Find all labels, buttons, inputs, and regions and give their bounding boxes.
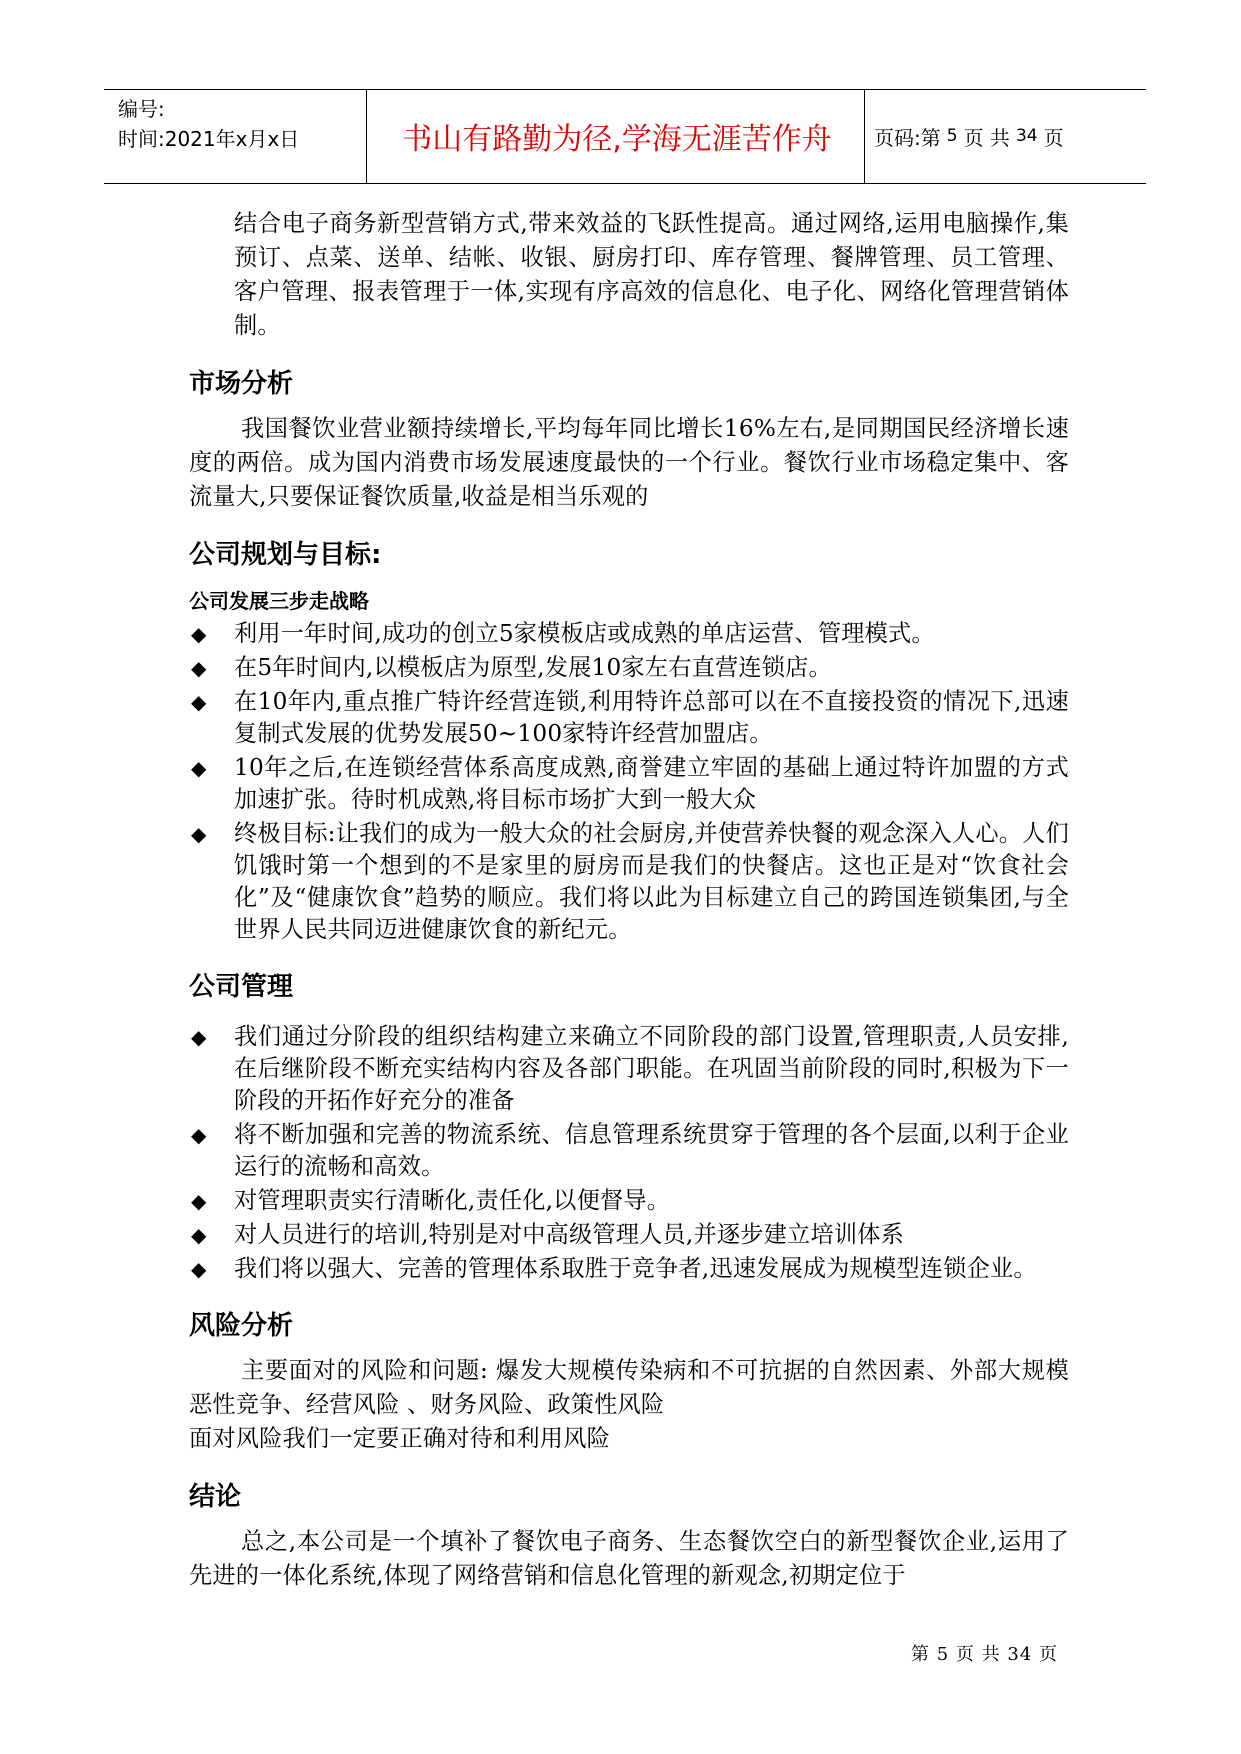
- diamond-bullet-icon: ◆: [191, 756, 207, 780]
- page-total: 34: [1015, 126, 1038, 146]
- diamond-bullet-icon: ◆: [191, 1025, 207, 1049]
- code-label: 编号:: [118, 97, 165, 121]
- diamond-bullet-icon: ◆: [191, 656, 207, 680]
- diamond-bullet-icon: ◆: [191, 1257, 207, 1281]
- risk-paragraph: 主要面对的风险和问题: 爆发大规模传染病和不可抗据的自然因素、外部大规模恶性竞争、经营风险 、财务风险、政策性风险: [189, 1357, 1069, 1418]
- intro-paragraph: 结合电子商务新型营销方式,带来效益的飞跃性提高。通过网络,运用电脑操作,集预订、点菜、送单、结帐、收银、厨房打印、库存管理、餐牌管理、员工管理、客户管理、报表管理于一体,实现有序高效的信息化、电子化、网络化管理营销体制。: [234, 210, 1069, 339]
- list-item: ◆ 终极目标:让我们的成为一般大众的社会厨房,并使营养快餐的观念深入人心。人们饥饿时第一个想到的不是家里的厨房而是我们的快餐店。这也正是对“饮食社会化”及“健康饮食”趋势的顺应。我们将以此为目标建立自己的跨国连锁集团,与全世界人民共同迈进健康饮食的新纪元。: [191, 820, 1069, 943]
- section-heading-risk: 风险分析: [189, 1311, 294, 1341]
- header-motto: 书山有路勤为径,学海无涯苦作舟: [402, 122, 832, 157]
- plan-subheading: 公司发展三步走战略: [189, 589, 369, 613]
- header-divider: [366, 90, 367, 183]
- page-mid: 页 共: [963, 125, 1010, 150]
- page-number: 5: [946, 126, 958, 146]
- list-item: ◆ 在10年内,重点推广特许经营连锁,利用特许总部可以在不直接投资的情况下,迅速复制式发展的优势发展50~100家特许经营加盟店。: [191, 688, 1069, 747]
- list-item: ◆ 对管理职责实行清晰化,责任化,以便督导。: [189, 1185, 1069, 1217]
- diamond-bullet-icon: ◆: [191, 822, 207, 846]
- page-suffix: 页: [1043, 125, 1064, 150]
- diamond-bullet-icon: ◆: [191, 1223, 207, 1247]
- diamond-bullet-icon: ◆: [191, 1189, 207, 1213]
- section-heading-market: 市场分析: [189, 369, 294, 399]
- page-header: [104, 89, 1146, 184]
- list-item: ◆ 10年之后,在连锁经营体系高度成熟,商誉建立牢固的基础上通过特许加盟的方式加速扩张。待时机成熟,将目标市场扩大到一般大众: [191, 754, 1069, 813]
- header-divider: [864, 90, 865, 183]
- document-body: [189, 207, 1069, 1593]
- section-heading-management: 公司管理: [189, 972, 294, 1002]
- market-paragraph: 我国餐饮业营业额持续增长,平均每年同比增长16%左右,是同期国民经济增长速度的两倍。成为国内消费市场发展速度最快的一个行业。餐饮行业市场稳定集中、客流量大,只要保证餐饮质量,收益是相当乐观的: [189, 415, 1069, 510]
- list-item: ◆ 我们将以强大、完善的管理体系取胜于竞争者,迅速发展成为规模型连锁企业。: [189, 1253, 1069, 1285]
- list-item: ◆ 在5年时间内,以模板店为原型,发展10家左右直营连锁店。: [189, 652, 1069, 684]
- section-heading-conclusion: 结论: [189, 1482, 242, 1512]
- diamond-bullet-icon: ◆: [191, 1123, 207, 1147]
- list-item: ◆ 对人员进行的培训,特别是对中高级管理人员,并逐步建立培训体系: [189, 1219, 1069, 1251]
- section-heading-plan: 公司规划与目标:: [189, 540, 382, 570]
- risk-paragraph-2: 面对风险我们一定要正确对待和利用风险: [189, 1425, 610, 1452]
- list-item: ◆ 利用一年时间,成功的创立5家模板店或成熟的单店运营、管理模式。: [189, 618, 1069, 650]
- diamond-bullet-icon: ◆: [191, 690, 207, 714]
- conclusion-paragraph: 总之,本公司是一个填补了餐饮电子商务、生态餐饮空白的新型餐饮企业,运用了先进的一体化系统,体现了网络营销和信息化管理的新观念,初期定位于: [189, 1528, 1070, 1589]
- header-meta: [118, 94, 299, 154]
- plan-list: [189, 618, 1069, 946]
- list-item: ◆ 将不断加强和完善的物流系统、信息管理系统贯穿于管理的各个层面,以利于企业运行的流畅和高效。: [191, 1121, 1069, 1180]
- page-footer: 第 5 页 共 34 页: [911, 1644, 1058, 1665]
- header-page-info: [874, 90, 1064, 182]
- page-prefix: 页码:第: [874, 125, 941, 150]
- list-item: ◆ 我们通过分阶段的组织结构建立来确立不同阶段的部门设置,管理职责,人员安排,在后继阶段不断充实结构内容及各部门职能。在巩固当前阶段的同时,积极为下一阶段的开拓作好充分的准备: [191, 1023, 1069, 1114]
- time-label: 时间:2021年x月x日: [118, 127, 300, 151]
- management-list: [189, 1021, 1069, 1285]
- diamond-bullet-icon: ◆: [191, 622, 207, 646]
